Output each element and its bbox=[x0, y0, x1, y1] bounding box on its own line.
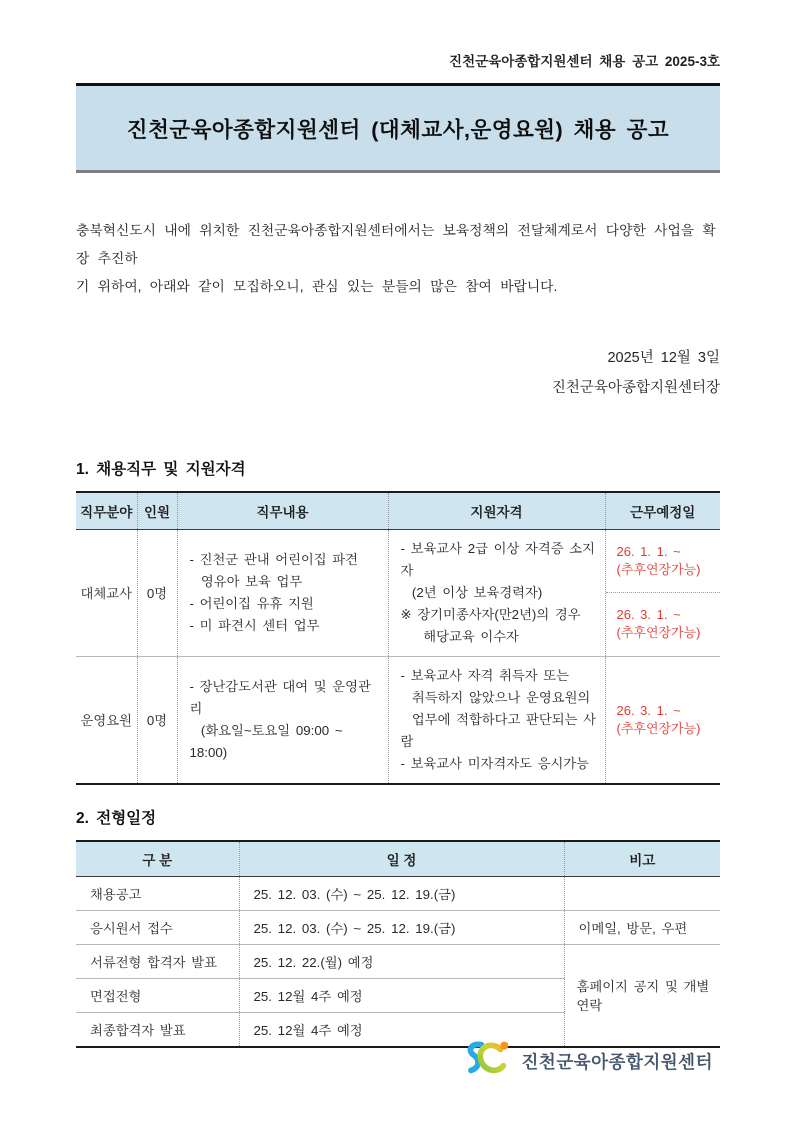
duty-line: - 장난감도서관 대여 및 운영관리 bbox=[189, 678, 371, 716]
title-banner bbox=[76, 83, 720, 173]
schedule-header-row bbox=[76, 841, 720, 877]
workdate-period: 26. 3. 1. ~ bbox=[616, 702, 681, 718]
workdate-wrap bbox=[606, 657, 721, 783]
table-row bbox=[76, 911, 720, 945]
col-header-count: 인원 bbox=[137, 492, 177, 529]
cell-count: 0명 bbox=[137, 529, 177, 656]
col-header-qualification: 지원자격 bbox=[388, 492, 605, 529]
workdate-period: 26. 3. 1. ~ bbox=[616, 607, 681, 623]
duty-line: - 미 파견시 센터 업무 bbox=[189, 617, 320, 633]
qual-line: - 보육교사 2급 이상 자격증 소지자 bbox=[400, 540, 595, 578]
page-title: 진천군육아종합지원센터 (대체교사,운영요원) 채용 공고 bbox=[126, 117, 670, 142]
cell-duty bbox=[177, 656, 388, 784]
section2-heading: 2. 전형일정 bbox=[76, 809, 157, 827]
cell-note-merged: 홈페이지 공지 및 개별연락 bbox=[564, 945, 720, 1047]
cell-field: 운영요원 bbox=[76, 656, 137, 784]
col-header-field: 직무분야 bbox=[76, 492, 137, 529]
recruit-table-body bbox=[76, 529, 720, 784]
doc-number: 진천군육아종합지원센터 채용 공고 2025-3호 bbox=[449, 54, 720, 69]
qual-line: 업무에 적합하다고 판단되는 사람 bbox=[400, 711, 596, 749]
qual-line: (2년 이상 보육경력자) bbox=[400, 584, 543, 600]
center-logo-icon bbox=[465, 1038, 515, 1085]
announcement-signer: 진천군육아종합지원센터장 bbox=[551, 380, 720, 396]
workdate-entry bbox=[606, 592, 721, 656]
col-header-workdate: 근무예정일 bbox=[605, 492, 720, 529]
workdate-entry bbox=[606, 530, 721, 593]
cell-category: 면접전형 bbox=[76, 979, 239, 1013]
schedule-table bbox=[76, 840, 720, 1048]
cell-qualification bbox=[388, 529, 605, 656]
recruit-table bbox=[76, 491, 720, 785]
cell-duty bbox=[177, 529, 388, 656]
table-row bbox=[76, 877, 720, 911]
cell-field: 대체교사 bbox=[80, 586, 132, 601]
cell-schedule: 25. 12. 03. (수) ~ 25. 12. 19.(금) bbox=[239, 911, 564, 945]
qual-line: - 보육교사 미자격자도 응시가능 bbox=[400, 755, 589, 771]
workdate-wrap bbox=[606, 530, 721, 656]
duty-line: (화요일~토요일 09:00 ~ 18:00) bbox=[189, 722, 349, 760]
qual-line: ※ 장기미종사자(만2년)의 경우 bbox=[400, 606, 581, 622]
cell-category: 최종합격자 발표 bbox=[76, 1013, 239, 1047]
workdate-note: (추후연장가능) bbox=[616, 720, 701, 736]
footer-logo bbox=[465, 1038, 713, 1085]
cell-qualification bbox=[388, 656, 605, 784]
schedule-table-body bbox=[76, 877, 720, 1047]
qual-line: - 보육교사 자격 취득자 또는 bbox=[400, 667, 569, 683]
duty-line: - 진천군 관내 어린이집 파견 bbox=[189, 551, 358, 567]
qual-line: 취득하지 않았으나 운영요원의 bbox=[400, 689, 591, 705]
table-row bbox=[76, 656, 720, 784]
workdate-period: 26. 1. 1. ~ bbox=[616, 543, 681, 559]
workdate-note: (추후연장가능) bbox=[616, 561, 701, 577]
cell-workdate bbox=[605, 529, 720, 656]
announcement-date: 2025년 12월 3일 bbox=[607, 350, 720, 366]
col-header-schedule: 일 정 bbox=[239, 841, 564, 877]
col-header-note: 비고 bbox=[564, 841, 720, 877]
intro-line: 충북혁신도시 내에 위치한 진천군육아종합지원센터에서는 보육정책의 전달체계로서 다양한 사업을 확장 추진하 bbox=[76, 223, 716, 266]
cell-category: 서류전형 합격자 발표 bbox=[76, 945, 239, 979]
cell-schedule: 25. 12월 4주 예정 bbox=[239, 979, 564, 1013]
cell-category: 응시원서 접수 bbox=[76, 911, 239, 945]
duty-line: 영유아 보육 업무 bbox=[189, 573, 303, 589]
qual-line: 해당교육 이수자 bbox=[400, 628, 519, 644]
cell-category: 채용공고 bbox=[90, 887, 142, 902]
workdate-entry bbox=[606, 657, 721, 783]
table-row bbox=[76, 945, 720, 979]
col-header-category: 구 분 bbox=[76, 841, 239, 877]
cell-note: 이메일, 방문, 우편 bbox=[564, 911, 720, 945]
intro-line: 기 위하여, 아래와 같이 모집하오니, 관심 있는 분들의 많은 참여 바랍니다. bbox=[76, 279, 558, 294]
cell-schedule: 25. 12. 22.(월) 예정 bbox=[239, 945, 564, 979]
section1-heading: 1. 채용직무 및 지원자격 bbox=[76, 461, 246, 478]
sign-block bbox=[76, 343, 720, 403]
footer-logo-text: 진천군육아종합지원센터 bbox=[521, 1052, 713, 1072]
col-header-duty: 직무내용 bbox=[177, 492, 388, 529]
cell-note bbox=[564, 877, 720, 911]
document-content bbox=[0, 50, 793, 1048]
schedule-table-head bbox=[76, 841, 720, 877]
intro-paragraph bbox=[76, 217, 720, 301]
cell-count: 0명 bbox=[137, 656, 177, 784]
duty-line: - 어린이집 유휴 지원 bbox=[189, 595, 314, 611]
cell-workdate bbox=[605, 656, 720, 784]
cell-schedule: 25. 12월 4주 예정 bbox=[239, 1013, 564, 1047]
table-row bbox=[76, 529, 720, 656]
cell-schedule: 25. 12. 03. (수) ~ 25. 12. 19.(금) bbox=[239, 877, 564, 911]
recruit-table-head bbox=[76, 492, 720, 529]
workdate-note: (추후연장가능) bbox=[616, 625, 701, 641]
recruit-header-row bbox=[76, 492, 720, 529]
